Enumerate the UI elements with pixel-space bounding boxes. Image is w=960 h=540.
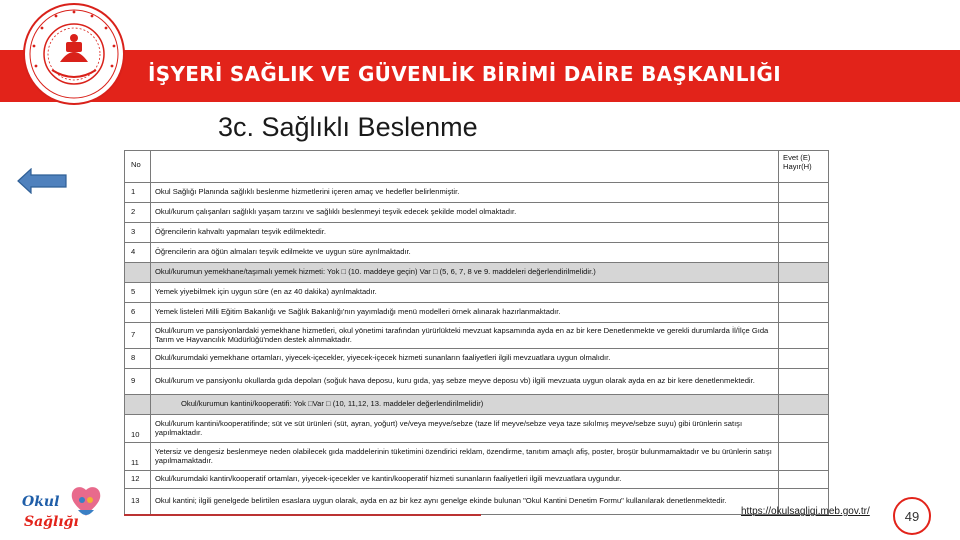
row-no: 3 xyxy=(125,223,151,243)
header-title: İŞYERİ SAĞLIK VE GÜVENLİK BİRİMİ DAİRE BAŞKANLIĞI xyxy=(148,62,781,86)
row-text: Okul/kurum çalışanları sağlıklı yaşam tarzını ve sağlıklı beslenmeyi teşvik edecek şekilde model olmaktadır. xyxy=(151,203,779,223)
row-no: 6 xyxy=(125,303,151,323)
back-arrow-icon[interactable] xyxy=(17,168,67,194)
row-text: Okul/kurum ve pansiyonlardaki yemekhane hizmetleri, okul yönetimi tarafından yürürlükteki mevzuat kapsamında ayda en az bir kere Denetlenmekte ve gerekli durumlarda İl/İlçe Gıda Tarım ve Hayvancılık Müdürlüğü'nden destek alınmaktadır. xyxy=(151,323,779,349)
logo-text-okul: Okul xyxy=(22,494,60,510)
header-item xyxy=(151,151,779,183)
table-row xyxy=(125,369,829,395)
header-no: No xyxy=(125,151,151,183)
row-no: 8 xyxy=(125,349,151,369)
row-text: Öğrencilerin ara öğün almaları teşvik edilmekte ve uygun süre ayrılmaktadır. xyxy=(151,243,779,263)
row-answer-cell[interactable] xyxy=(779,203,829,223)
row-answer-cell[interactable] xyxy=(779,443,829,471)
section-answer-cell xyxy=(779,263,829,283)
row-no: 11 xyxy=(125,443,151,471)
table-row xyxy=(125,283,829,303)
row-no: 13 xyxy=(125,489,151,515)
table-row xyxy=(125,489,829,515)
table-row xyxy=(125,415,829,443)
table-header-row xyxy=(125,151,829,183)
slide-title: 3c. Sağlıklı Beslenme xyxy=(218,112,478,142)
row-text: Okul kantini; ilgili genelgede belirtilen esaslara uygun olarak, ayda en az bir kez aynı genelge ekinde bulunan "Okul Kantini Denetim Formu" kullanılarak denetlenmektedir. xyxy=(151,489,779,515)
table-row xyxy=(125,349,829,369)
section-no-cell xyxy=(125,395,151,415)
footer-url-link[interactable]: https://okulsagligi.meb.gov.tr/ xyxy=(741,506,870,517)
row-text: Öğrencilerin kahvaltı yapmaları teşvik edilmektedir. xyxy=(151,223,779,243)
section-row-cafeteria xyxy=(125,263,829,283)
row-answer-cell[interactable] xyxy=(779,349,829,369)
row-text: Okul Sağlığı Planında sağlıklı beslenme hizmetlerini içeren amaç ve hedefler belirlenmiştir. xyxy=(151,183,779,203)
row-no: 4 xyxy=(125,243,151,263)
table-row xyxy=(125,323,829,349)
row-answer-cell[interactable] xyxy=(779,303,829,323)
table-bottom-rule xyxy=(124,514,481,516)
table-row xyxy=(125,203,829,223)
row-no: 1 xyxy=(125,183,151,203)
header-answer: Evet (E) Hayır(H) xyxy=(779,151,829,183)
row-no: 12 xyxy=(125,471,151,489)
section-row-canteen xyxy=(125,395,829,415)
row-text: Yemek yiyebilmek için uygun süre (en az 40 dakika) ayrılmaktadır. xyxy=(151,283,779,303)
row-no: 2 xyxy=(125,203,151,223)
section-answer-cell xyxy=(779,395,829,415)
section-text: Okul/kurumun yemekhane/taşımalı yemek hizmeti: Yok □ (10. maddeye geçin) Var □ (5, 6, 7, 8 ve 9. maddeleri değerlendirilmelidir.) xyxy=(151,263,779,283)
checklist-table-container xyxy=(124,150,828,515)
row-text: Yemek listeleri Milli Eğitim Bakanlığı ve Sağlık Bakanlığı'nın yayımladığı menü modelleri örnek alınarak hazırlanmaktadır. xyxy=(151,303,779,323)
checklist-table xyxy=(124,150,829,515)
table-row xyxy=(125,223,829,243)
row-text: Okul/kurumdaki yemekhane ortamları, yiyecek-içecekler, yiyecek-içecek hizmeti sunanların faaliyetleri ilgili mevzuatlara uygun olmalıdır. xyxy=(151,349,779,369)
row-no: 5 xyxy=(125,283,151,303)
table-row xyxy=(125,303,829,323)
section-no-cell xyxy=(125,263,151,283)
row-answer-cell[interactable] xyxy=(779,283,829,303)
row-text: Okul/kurumdaki kantin/kooperatif ortamları, yiyecek-içecekler ve kantin/kooperatif hizmeti sunanların faaliyetleri ilgili mevzuatlara uygundur. xyxy=(151,471,779,489)
row-no: 10 xyxy=(125,415,151,443)
row-answer-cell[interactable] xyxy=(779,323,829,349)
table-row xyxy=(125,243,829,263)
row-text: Okul/kurum ve pansiyonlu okullarda gıda depoları (soğuk hava deposu, kuru gıda, yaş sebze meyve deposu vb) ilgili mevzuata uygun olarak ayda en az bir kere denetlenmektedir. xyxy=(151,369,779,395)
table-row xyxy=(125,183,829,203)
logo-text-sagligi: Sağlığı xyxy=(24,514,79,530)
row-text: Yetersiz ve dengesiz beslenmeye neden olabilecek gıda maddelerinin tüketimini özendirici reklam, özendirme, tanıtım amaçlı afiş, poster, broşür bulunmamaktadır ve bu ürünlerin satışı yapılmamaktadır. xyxy=(151,443,779,471)
table-row xyxy=(125,443,829,471)
row-text: Okul/kurum kantini/kooperatifinde; süt ve süt ürünleri (süt, ayran, yoğurt) ve/veya meyve/sebze (taze lif meyve/sebze veya taze sıkılmış meyve/sebze suyu) gibi ürünlerin satışı yapılmaktadır. xyxy=(151,415,779,443)
row-answer-cell[interactable] xyxy=(779,369,829,395)
row-answer-cell[interactable] xyxy=(779,243,829,263)
okul-sagligi-logo xyxy=(20,484,106,534)
row-no: 9 xyxy=(125,369,151,395)
row-answer-cell[interactable] xyxy=(779,183,829,203)
row-answer-cell[interactable] xyxy=(779,415,829,443)
table-row xyxy=(125,471,829,489)
page-number-badge: 49 xyxy=(893,497,931,535)
row-no: 7 xyxy=(125,323,151,349)
section-text: Okul/kurumun kantini/kooperatifi: Yok □Var □ (10, 11,12, 13. maddeler değerlendirilmelidir) xyxy=(151,395,779,415)
row-answer-cell[interactable] xyxy=(779,471,829,489)
row-answer-cell[interactable] xyxy=(779,223,829,243)
ministry-seal-icon xyxy=(22,2,126,106)
